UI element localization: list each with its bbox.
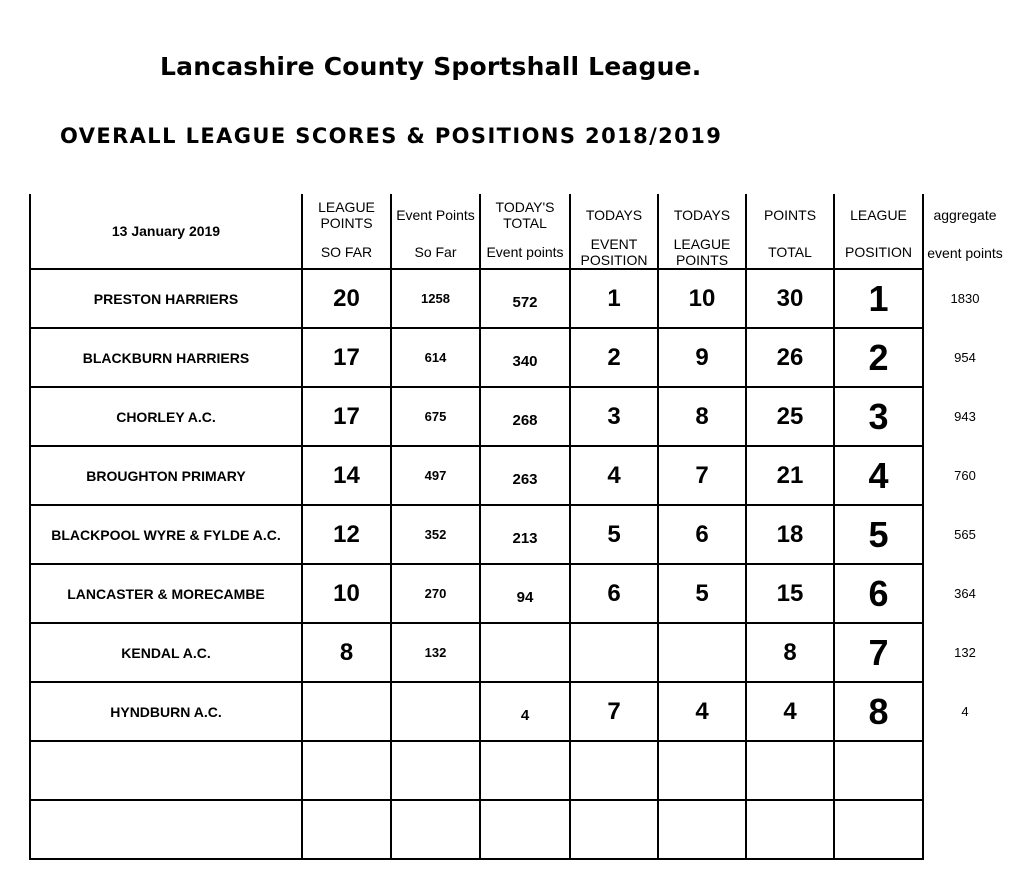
aggregate-cell: 1830 (950, 291, 980, 306)
league-position-cell: 4 (834, 446, 923, 505)
event-position-cell (570, 800, 658, 859)
league-points-cell (302, 800, 391, 859)
header-aggregate-sub: event points (927, 244, 1003, 261)
header-so-far: SO FAR (302, 236, 391, 269)
todays-league-points-cell: 7 (658, 446, 746, 505)
header-todays-event: TODAYS (570, 194, 658, 236)
table-row (30, 446, 1007, 505)
event-points-cell: 270 (391, 564, 480, 623)
league-points-cell: 17 (302, 387, 391, 446)
header-league: LEAGUE (834, 194, 923, 236)
league-points-cell (302, 682, 391, 741)
points-total-cell: 30 (746, 269, 834, 328)
aggregate-cell: 760 (954, 468, 976, 483)
team-name: CHORLEY A.C. (30, 387, 302, 446)
points-total-cell (746, 741, 834, 800)
table-row (30, 564, 1007, 623)
todays-league-points-cell: 9 (658, 328, 746, 387)
aggregate-cell: 943 (954, 409, 976, 424)
todays-total-cell: 213 (480, 505, 570, 564)
event-position-cell: 2 (570, 328, 658, 387)
header-todays-total: TODAY'S TOTAL (480, 194, 570, 236)
event-position-cell: 7 (570, 682, 658, 741)
event-position-cell: 4 (570, 446, 658, 505)
table-row (30, 623, 1007, 682)
header-row-top (30, 194, 1007, 236)
team-name: LANCASTER & MORECAMBE (30, 564, 302, 623)
todays-league-points-cell: 6 (658, 505, 746, 564)
table-row (30, 682, 1007, 741)
todays-league-points-cell: 8 (658, 387, 746, 446)
event-points-cell: 614 (391, 328, 480, 387)
aggregate-cell (923, 741, 1007, 800)
header-todays-league: TODAYS (658, 194, 746, 236)
todays-league-points-cell (658, 800, 746, 859)
aggregate-cell: 565 (954, 527, 976, 542)
league-position-cell: 5 (834, 505, 923, 564)
page-title: Lancashire County Sportshall League. (160, 52, 702, 81)
league-position-cell: 3 (834, 387, 923, 446)
header-position: POSITION (834, 236, 923, 269)
league-position-cell: 7 (834, 623, 923, 682)
header-aggregate: aggregate (933, 207, 997, 223)
team-name (30, 741, 302, 800)
team-name (30, 800, 302, 859)
event-points-cell: 352 (391, 505, 480, 564)
table-row-empty (30, 741, 1007, 800)
points-total-cell (746, 800, 834, 859)
header-league-points: LEAGUE POINTS (302, 194, 391, 236)
league-position-cell: 8 (834, 682, 923, 741)
table-row-empty (30, 800, 1007, 859)
todays-total-cell: 572 (480, 269, 570, 328)
header-total: TOTAL (746, 236, 834, 269)
header-event-points-sub: Event points (480, 236, 570, 269)
table-row (30, 505, 1007, 564)
todays-total-cell: 268 (480, 387, 570, 446)
aggregate-cell: 132 (954, 645, 976, 660)
header-points: POINTS (746, 194, 834, 236)
date-cell: 13 January 2019 (30, 194, 302, 269)
points-total-cell: 18 (746, 505, 834, 564)
points-total-cell: 8 (746, 623, 834, 682)
todays-total-cell: 4 (480, 682, 570, 741)
todays-league-points-cell: 10 (658, 269, 746, 328)
points-total-cell: 25 (746, 387, 834, 446)
event-points-cell: 675 (391, 387, 480, 446)
table-row (30, 328, 1007, 387)
event-position-cell: 3 (570, 387, 658, 446)
team-name: BLACKPOOL WYRE & FYLDE A.C. (30, 505, 302, 564)
event-position-cell: 5 (570, 505, 658, 564)
league-points-cell: 8 (302, 623, 391, 682)
event-points-cell (391, 682, 480, 741)
event-points-cell (391, 800, 480, 859)
event-points-cell: 132 (391, 623, 480, 682)
team-name: BROUGHTON PRIMARY (30, 446, 302, 505)
league-points-cell: 20 (302, 269, 391, 328)
todays-league-points-cell (658, 623, 746, 682)
league-points-cell (302, 741, 391, 800)
event-position-cell (570, 741, 658, 800)
league-points-cell: 10 (302, 564, 391, 623)
league-position-cell: 1 (834, 269, 923, 328)
points-total-cell: 4 (746, 682, 834, 741)
header-event-position: EVENT POSITION (570, 236, 658, 269)
team-name: BLACKBURN HARRIERS (30, 328, 302, 387)
league-table (29, 194, 1008, 860)
todays-league-points-cell (658, 741, 746, 800)
league-points-cell: 14 (302, 446, 391, 505)
page-subtitle: OVERALL LEAGUE SCORES & POSITIONS 2018/2019 (60, 124, 723, 148)
event-points-cell: 1258 (391, 269, 480, 328)
points-total-cell: 21 (746, 446, 834, 505)
todays-total-cell (480, 741, 570, 800)
header-event-points: Event Points (391, 194, 480, 236)
event-position-cell: 1 (570, 269, 658, 328)
league-points-cell: 17 (302, 328, 391, 387)
team-name: KENDAL A.C. (30, 623, 302, 682)
todays-total-cell: 340 (480, 328, 570, 387)
league-position-cell: 6 (834, 564, 923, 623)
todays-total-cell (480, 623, 570, 682)
points-total-cell: 26 (746, 328, 834, 387)
todays-total-cell: 263 (480, 446, 570, 505)
event-points-cell (391, 741, 480, 800)
league-position-cell (834, 741, 923, 800)
event-position-cell (570, 623, 658, 682)
event-position-cell: 6 (570, 564, 658, 623)
aggregate-cell (923, 800, 1007, 859)
event-points-cell: 497 (391, 446, 480, 505)
team-name: PRESTON HARRIERS (30, 269, 302, 328)
aggregate-cell: 364 (954, 586, 976, 601)
aggregate-cell: 954 (954, 350, 976, 365)
aggregate-cell: 4 (961, 704, 969, 719)
points-total-cell: 15 (746, 564, 834, 623)
table-row (30, 387, 1007, 446)
league-position-cell (834, 800, 923, 859)
header-so-far-events: So Far (391, 236, 480, 269)
team-name: HYNDBURN A.C. (30, 682, 302, 741)
table-row (30, 269, 1007, 328)
header-league-points-today: LEAGUE POINTS (658, 236, 746, 269)
todays-total-cell: 94 (480, 564, 570, 623)
league-position-cell: 2 (834, 328, 923, 387)
todays-league-points-cell: 4 (658, 682, 746, 741)
todays-total-cell (480, 800, 570, 859)
league-points-cell: 12 (302, 505, 391, 564)
todays-league-points-cell: 5 (658, 564, 746, 623)
